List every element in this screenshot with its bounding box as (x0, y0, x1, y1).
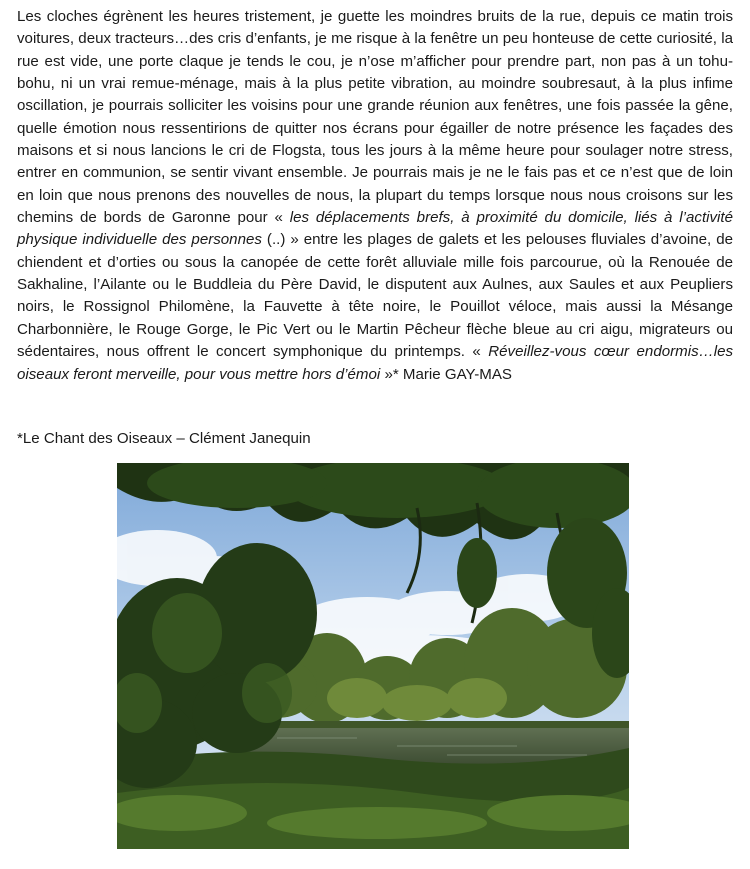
body-paragraph (17, 6, 733, 386)
author-signature: »* Marie GAY-MAS (380, 365, 512, 383)
paragraph-text-1: Les cloches égrènent les heures tristement, je guette les moindres bruits de la rue, depuis ce matin trois voitures, deux tracteurs…des cris d’enfants, je me risque à la fenêtre un peu honteuse de cette curiosité, la rue est vide, une porte claque je tends le cou, je n’ose m’afficher pour prendre part, non pas à un tohu-bohu, ni un vrai remue-ménage, mais à la plus petite vibration, au moindre soubresaut, à la plus infime oscillation, je pourrais solliciter les voisins pour une grande réunion aux fenêtres, une fois passée la gêne, quelle émotion nous ressentirions de quitter nos écrans pour égailler de notre présence les façades des maisons et si nous lancions le cri de Flogsta, tous les jours à la même heure pour soulager notre stress, entrer en communion, se sentir vivant ensemble. Je pourrais mais je ne le fais pas et ce n’est que de loin en loin que nous prenons des nouvelles de nous, la plupart du temps lorsque nous nous croisons sur les chemins de bords de Garonne pour « (17, 8, 733, 227)
river-landscape-photo (117, 463, 629, 849)
paragraph-text-2: (..) » entre les plages de galets et les pelouses fluviales d’avoine, de chiendent et d’orties ou sous la canopée de cette forêt alluviale mille fois parcourue, où la Renouée de Sakhaline, l’Ailante ou le Buddleia du Père David, le disputent aux Aulnes, aux Saules et aux Peupliers noirs, le Rossignol Philomène, la Fauvette à tête noire, le Pouillot véloce, mais aussi la Mésange Charbonnière, le Rouge Gorge, le Pic Vert ou le Martin Pêcheur flèche bleue au cri aigu, migrateurs ou sédentaires, nous offrent le concert symphonique du printemps. « (17, 231, 733, 361)
footnote: *Le Chant des Oiseaux – Clément Janequin (17, 430, 311, 447)
quote-janequin: Réveillez-vous cœur endormis…les oiseaux feront merveille, pour vous mettre hors d’émoi (17, 343, 734, 383)
quote-official-text: les déplacements brefs, à proximité du domicile, liés à l’activité physique individuelle des personnes (17, 209, 733, 249)
